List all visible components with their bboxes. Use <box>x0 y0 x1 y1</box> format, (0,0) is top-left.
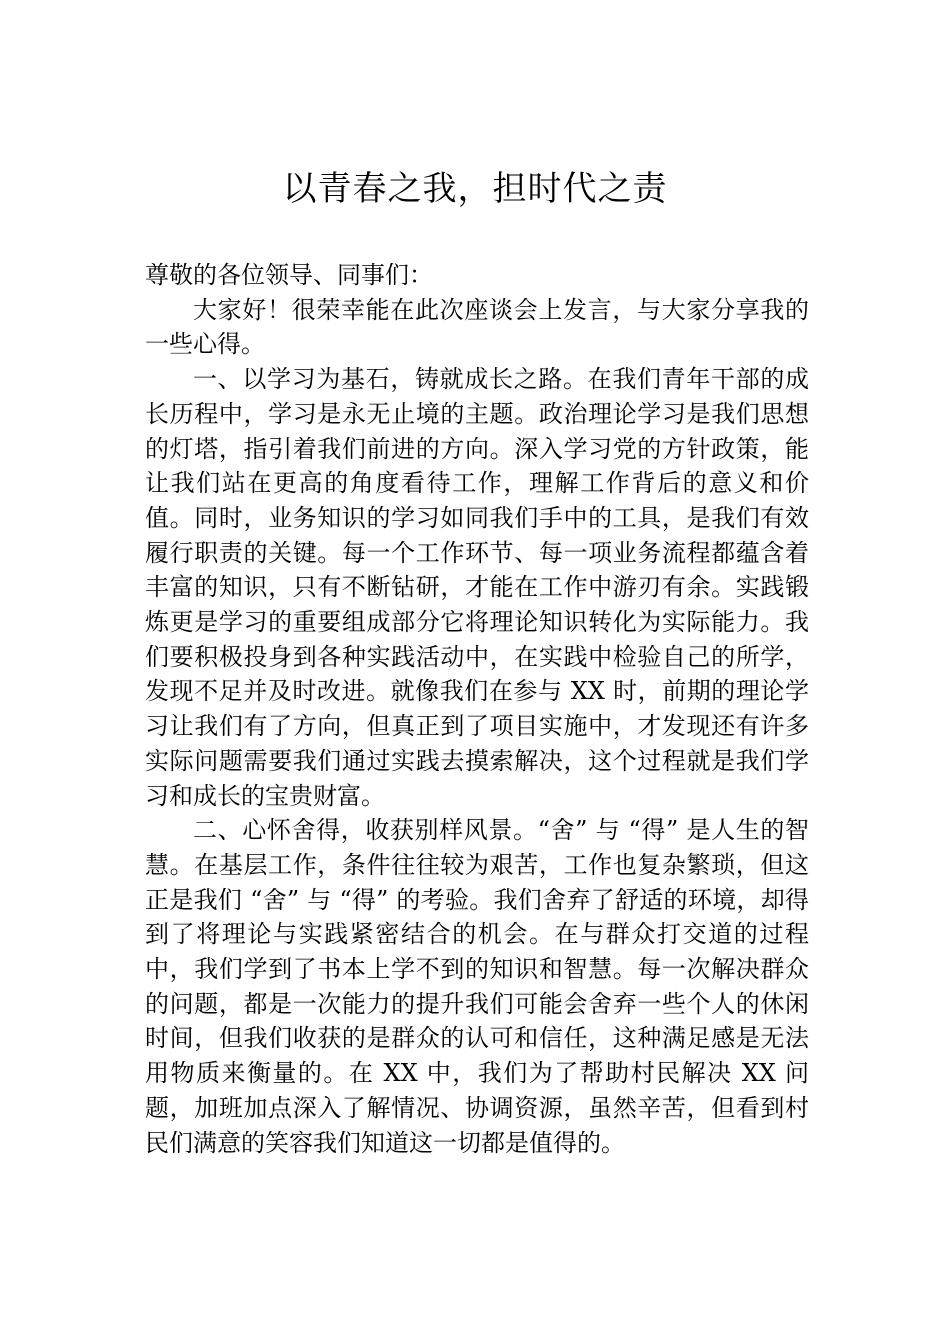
paragraph-opening: 大家好！很荣幸能在此次座谈会上发言，与大家分享我的一些心得。 <box>145 295 809 359</box>
salutation: 尊敬的各位领导、同事们： <box>145 261 433 289</box>
document-title: 以青春之我，担时代之责 <box>282 169 668 209</box>
document-body <box>145 258 809 1160</box>
paragraph-section-one: 一、以学习为基石，铸就成长之路。在我们青年干部的成长历程中，学习是永无止境的主题。政治理论学习是我们思想的灯塔，指引着我们前进的方向。深入学习党的方针政策，能让我们站在更高的角度看待工作，理解工作背后的意义和价值。同时，业务知识的学习如同我们手中的工具，是我们有效履行职责的关键。每一个工作环节、每一项业务流程都蕴含着丰富的知识，只有不断钻研，才能在工作中游刃有余。实践锻炼更是学习的重要组成部分它将理论知识转化为实际能力。我们要积极投身到各种实践活动中，在实践中检验自己的所学，发现不足并及时改进。就像我们在参与 XX 时，前期的理论学习让我们有了方向，但真正到了项目实施中，才发现还有许多实际问题需要我们通过实践去摸索解决，这个过程就是我们学习和成长的宝贵财富。 <box>145 365 809 810</box>
paragraph-section-two: 二、心怀舍得，收获别样风景。“舍” 与 “得” 是人生的智慧。在基层工作，条件往往较为艰苦，工作也复杂繁琐，但这正是我们 “舍” 与 “得” 的考验。我们舍弃了舒适的环境，却得到了将理论与实践紧密结合的机会。在与群众打交道的过程中，我们学到了书本上学不到的知识和智慧。每一次解决群众的问题，都是一次能力的提升我们可能会舍弃一些个人的休闲时间，但我们收获的是群众的认可和信任，这种满足感是无法用物质来衡量的。在 XX 中，我们为了帮助村民解决 XX 问题，加班加点深入了解情况、协调资源，虽然辛苦，但看到村民们满意的笑容我们知道这一切都是值得的。 <box>145 816 809 1157</box>
